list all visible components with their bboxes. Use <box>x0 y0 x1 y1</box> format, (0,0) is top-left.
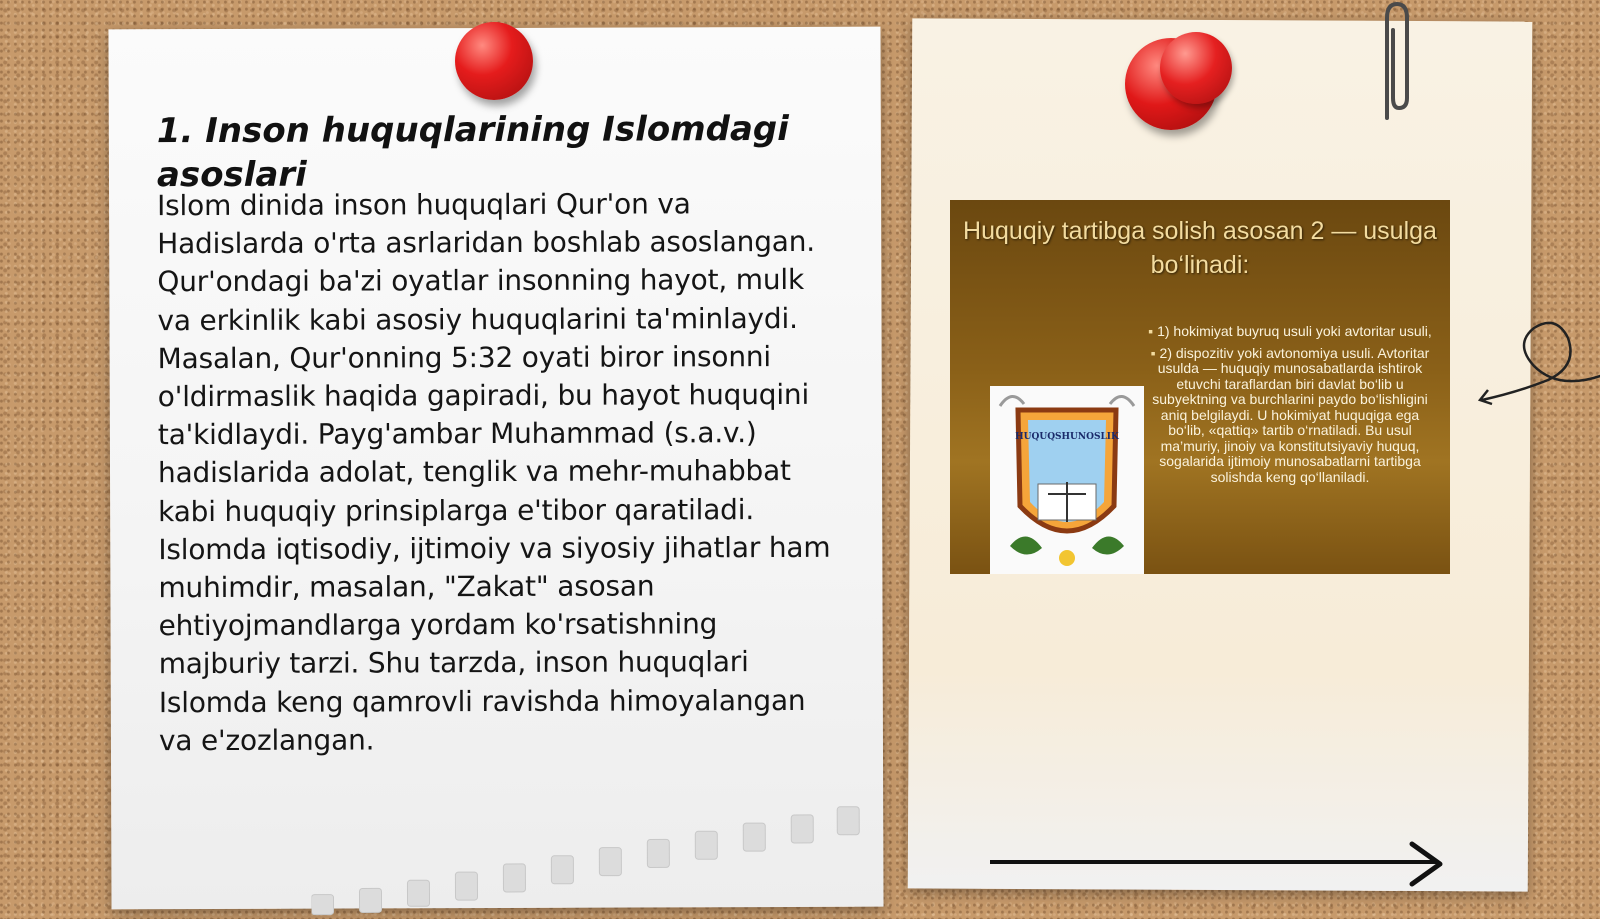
torn-tabs-decoration <box>311 797 871 919</box>
hand-drawn-loop-arrow-icon <box>1478 310 1600 410</box>
left-note-card <box>108 27 883 910</box>
law-emblem-image <box>990 386 1144 574</box>
emblem-label: HUQUQSHUNOSLIK <box>1015 432 1119 442</box>
section-body-text: Islom dinida inson huquqlari Qur'on va Hadislarda o'rta asrlaridan boshlab asoslangan. Qur'ondagi ba'zi oyatlar insonning hayot, mulk va erkinlik kabi asosiy huquqlarini ta'minlaydi. Masalan, Qur'onning 5:32 oyati biror insonni o'ldirmaslik haqida gapiradi, bu hayot huquqini ta'kidlaydi. Payg'ambar Muhammad (s.a.v.) hadislarida adolat, tenglik va mehr-muhabbat kabi huquqiy prinsiplarga e'tibor qaratiladi. Islomda iqtisodiy, ijtimoiy va siyosiy jihatlar ham muhimdir, masalan, "Zakat" asosan ehtiyojmandlarga yordam ko'rsatishning majburiy tarzi. Shu tarzda, inson huquqlari Islomda keng qamrovli ravishda himoyalangan va e'zozlangan. <box>157 187 831 758</box>
slide-bullet-list <box>1146 324 1434 491</box>
section-title: 1. Inson huquqlarining Islomdagi asoslari <box>156 108 789 196</box>
slide-bullet-item: ▪ 2) dispozitiv yoki avtonomiya usuli. Avtoritar usulda — huquqiy munosabatlarda ishtirok etuvchi taraflardan biri davlat bo‘lib u subyektning va burchlarini paydo bo‘lishligini aniq belgilaydi. U hokimiyat huquqiga ega bo‘lib, «qattiq» tartib o‘rnatiladi. Bu usul ma’muriy, jinoiy va konstitutsiyaviy huquq, sogalarida ijtimoiy munosabatlarni tartibga solishda keng qo‘llaniladi. <box>1146 346 1434 486</box>
slide-title: Huquqiy tartibga solish asosan 2 — usulga bo‘linadi: <box>963 217 1437 279</box>
red-pushpin-left-icon <box>455 22 533 100</box>
embedded-slide-image <box>950 200 1450 574</box>
shield-emblem-icon <box>990 386 1144 574</box>
right-arrow-head-icon <box>1406 840 1446 888</box>
paperclip-icon <box>1375 0 1415 125</box>
slide-bullet-item: ▪ 1) hokimiyat buyruq usuli yoki avtoritar usuli, <box>1146 324 1434 340</box>
red-pushpin-right-top-icon <box>1160 32 1232 104</box>
right-arrow-line <box>990 860 1438 864</box>
